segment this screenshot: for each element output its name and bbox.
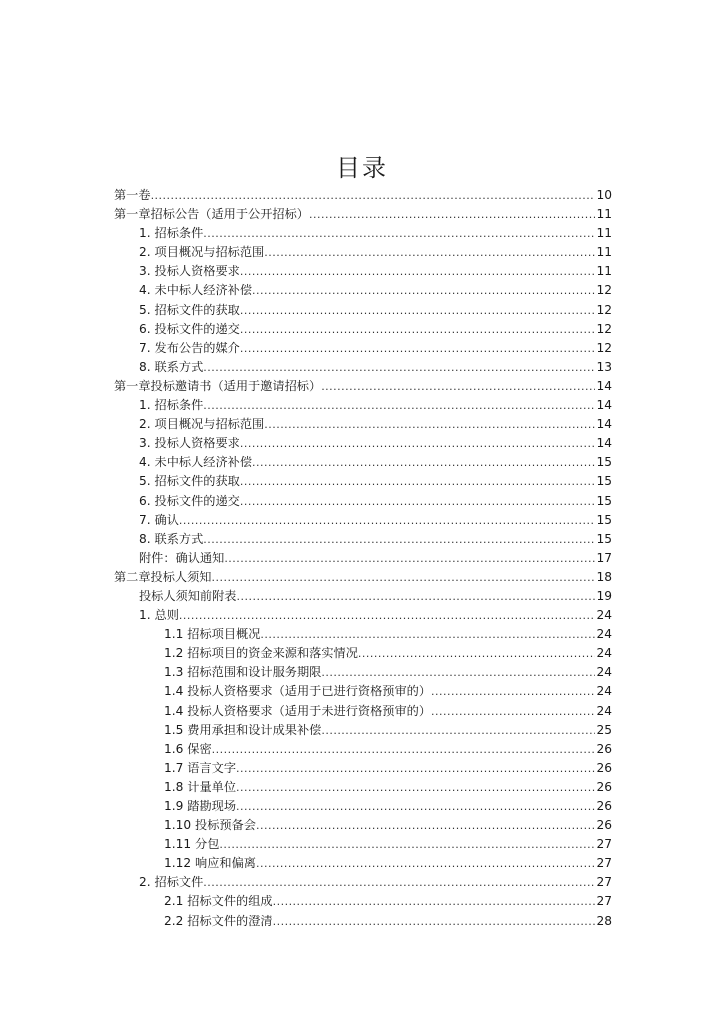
toc-entry[interactable] (114, 358, 612, 377)
toc-entry[interactable] (114, 644, 612, 663)
toc-entry[interactable] (114, 434, 612, 453)
toc-entry[interactable] (114, 873, 612, 892)
toc-entry[interactable] (114, 472, 612, 491)
dot-leader (236, 778, 595, 797)
toc-entry-page-number: 24 (596, 665, 612, 680)
toc-entry-label: 第一章招标公告（适用于公开招标） (114, 207, 309, 222)
toc-entry[interactable] (114, 243, 612, 262)
toc-entry-page-number: 14 (596, 378, 612, 393)
toc-entry-label: 6. 投标文件的递交 (139, 493, 240, 508)
toc-entry-page-number: 11 (596, 245, 612, 260)
dot-leader (252, 453, 595, 472)
toc-entry[interactable] (114, 759, 612, 778)
toc-entry-page-number: 15 (596, 512, 612, 527)
toc-entry-label: 1.12 响应和偏离 (164, 856, 256, 871)
toc-entry[interactable] (114, 797, 612, 816)
dot-leader (256, 854, 596, 873)
dot-leader (273, 892, 596, 911)
toc-entry-label: 2. 项目概况与招标范围 (139, 245, 265, 260)
toc-entry-page-number: 12 (596, 340, 612, 355)
toc-entry-label: 3. 投标人资格要求 (139, 264, 240, 279)
dot-leader (321, 377, 595, 396)
toc-entry-page-number: 18 (596, 569, 612, 584)
toc-entry[interactable] (114, 511, 612, 530)
toc-entry[interactable] (114, 702, 612, 721)
dot-leader (179, 606, 596, 625)
toc-entry[interactable] (114, 396, 612, 415)
dot-leader (256, 816, 596, 835)
dot-leader (203, 224, 595, 243)
toc-entry-label: 4. 未中标人经济补偿 (139, 455, 253, 470)
toc-entry[interactable] (114, 301, 612, 320)
dot-leader (431, 702, 595, 721)
toc-entry[interactable] (114, 721, 612, 740)
toc-entry[interactable] (114, 912, 612, 931)
toc-entry[interactable] (114, 854, 612, 873)
toc-entry-label: 2.2 招标文件的澄清 (164, 913, 273, 928)
toc-entry-page-number: 13 (596, 359, 612, 374)
dot-leader (240, 301, 596, 320)
dot-leader (260, 625, 595, 644)
toc-entry-label: 第一章投标邀请书（适用于邀请招标） (114, 378, 322, 393)
toc-entry[interactable] (114, 625, 612, 644)
dot-leader (252, 281, 595, 300)
toc-entry[interactable] (114, 568, 612, 587)
toc-entry[interactable] (114, 415, 612, 434)
toc-entry-label: 1.3 招标范围和设计服务期限 (164, 665, 322, 680)
toc-entry-page-number: 27 (596, 837, 612, 852)
toc-entry-label: 2.1 招标文件的组成 (164, 894, 273, 909)
toc-entry-label: 1. 招标条件 (139, 398, 204, 413)
dot-leader (203, 873, 595, 892)
toc-entry-page-number: 11 (596, 207, 612, 222)
toc-entry[interactable] (114, 224, 612, 243)
toc-entry-label: 6. 投标文件的递交 (139, 321, 240, 336)
dot-leader (240, 492, 596, 511)
dot-leader (264, 415, 595, 434)
toc-entry-page-number: 27 (596, 894, 612, 909)
toc-entry-page-number: 11 (596, 226, 612, 241)
dot-leader (219, 835, 595, 854)
dot-leader (179, 511, 596, 530)
toc-entry-label: 1.1 招标项目概况 (164, 627, 261, 642)
dot-leader (240, 434, 596, 453)
toc-entry[interactable] (114, 587, 612, 606)
toc-entry[interactable] (114, 549, 612, 568)
dot-leader (309, 205, 595, 224)
toc-entry-page-number: 26 (596, 779, 612, 794)
toc-entry-label: 1. 总则 (139, 608, 179, 623)
toc-entry-page-number: 24 (596, 703, 612, 718)
toc-entry-label: 1.2 招标项目的资金来源和落实情况 (164, 646, 358, 661)
toc-entry-page-number: 27 (596, 875, 612, 890)
dot-leader (203, 358, 595, 377)
toc-entry[interactable] (114, 663, 612, 682)
toc-entry-label: 投标人须知前附表 (139, 588, 237, 603)
toc-entry-page-number: 12 (596, 283, 612, 298)
toc-entry[interactable] (114, 835, 612, 854)
toc-entry-page-number: 10 (596, 188, 612, 202)
toc-entry-label: 1.6 保密 (164, 741, 212, 756)
table-of-contents (114, 186, 612, 931)
toc-entry-page-number: 27 (596, 856, 612, 871)
toc-entry-page-number: 26 (596, 760, 612, 775)
toc-entry-label: 1.7 语言文字 (164, 760, 237, 775)
toc-entry[interactable] (114, 892, 612, 911)
dot-leader (203, 530, 595, 549)
toc-entry-page-number: 15 (596, 493, 612, 508)
toc-entry[interactable] (114, 606, 612, 625)
toc-entry[interactable] (114, 682, 612, 701)
toc-entry[interactable] (114, 453, 612, 472)
dot-leader (236, 797, 595, 816)
toc-entry-label: 8. 联系方式 (139, 359, 204, 374)
toc-entry-label: 第一卷 (114, 188, 151, 202)
toc-entry-page-number: 25 (596, 722, 612, 737)
dot-leader (431, 682, 595, 701)
toc-entry-page-number: 28 (596, 913, 612, 928)
toc-entry-page-number: 11 (596, 264, 612, 279)
toc-entry[interactable] (114, 320, 612, 339)
toc-entry-label: 附件：确认通知 (139, 550, 225, 565)
toc-entry-page-number: 15 (596, 474, 612, 489)
dot-leader (237, 587, 596, 606)
toc-entry-page-number: 26 (596, 818, 612, 833)
toc-entry-page-number: 24 (596, 684, 612, 699)
dot-leader (240, 262, 596, 281)
dot-leader (321, 663, 595, 682)
toc-entry-label: 4. 未中标人经济补偿 (139, 283, 253, 298)
toc-entry-page-number: 14 (596, 398, 612, 413)
dot-leader (240, 339, 596, 358)
toc-entry[interactable] (114, 377, 612, 396)
toc-entry-label: 1. 招标条件 (139, 226, 204, 241)
toc-entry-page-number: 26 (596, 741, 612, 756)
toc-entry-label: 5. 招标文件的获取 (139, 474, 240, 489)
dot-leader (240, 320, 596, 339)
toc-entry[interactable] (114, 281, 612, 300)
toc-entry-label: 8. 联系方式 (139, 531, 204, 546)
toc-entry-page-number: 24 (596, 646, 612, 661)
toc-entry-label: 1.4 投标人资格要求（适用于已进行资格预审的） (164, 684, 432, 699)
toc-entry-page-number: 17 (596, 550, 612, 565)
toc-entry-label: 7. 发布公告的媒介 (139, 340, 240, 355)
toc-entry-page-number: 26 (596, 799, 612, 813)
dot-leader (236, 759, 595, 778)
toc-entry-label: 1.4 投标人资格要求（适用于未进行资格预审的） (164, 703, 432, 718)
toc-entry-page-number: 12 (596, 302, 612, 317)
toc-entry-label: 1.11 分包 (164, 837, 220, 852)
toc-entry-page-number: 15 (596, 455, 612, 470)
dot-leader (224, 549, 595, 568)
toc-entry-label: 3. 投标人资格要求 (139, 436, 240, 451)
toc-entry[interactable] (114, 740, 612, 759)
toc-entry-page-number: 14 (596, 417, 612, 432)
dot-leader (151, 186, 596, 205)
toc-entry-label: 1.8 计量单位 (164, 779, 237, 794)
dot-leader (212, 568, 596, 587)
dot-leader (212, 740, 596, 759)
toc-entry-page-number: 15 (596, 531, 612, 546)
toc-entry[interactable] (114, 339, 612, 358)
dot-leader (264, 243, 595, 262)
toc-entry-page-number: 24 (596, 608, 612, 623)
toc-entry-page-number: 14 (596, 436, 612, 451)
toc-entry-label: 1.5 费用承担和设计成果补偿 (164, 722, 322, 737)
dot-leader (358, 644, 596, 663)
toc-entry[interactable] (114, 530, 612, 549)
dot-leader (240, 472, 596, 491)
toc-entry[interactable] (114, 778, 612, 797)
toc-entry-page-number: 19 (596, 588, 612, 603)
toc-entry-label: 第二章投标人须知 (114, 569, 212, 584)
toc-entry-label: 5. 招标文件的获取 (139, 302, 240, 317)
toc-entry-label: 2. 项目概况与招标范围 (139, 417, 265, 432)
toc-entry[interactable] (114, 262, 612, 281)
toc-entry-label: 1.9 踏勘现场 (164, 799, 237, 813)
toc-entry[interactable] (114, 186, 612, 205)
page-title: 目录 (336, 154, 388, 182)
toc-entry-page-number: 12 (596, 321, 612, 336)
toc-entry[interactable] (114, 492, 612, 511)
toc-entry-label: 1.10 投标预备会 (164, 818, 256, 833)
dot-leader (203, 396, 595, 415)
toc-entry[interactable] (114, 205, 612, 224)
toc-entry-page-number: 24 (596, 627, 612, 642)
toc-entry[interactable] (114, 816, 612, 835)
toc-entry-label: 7. 确认 (139, 512, 179, 527)
dot-leader (321, 721, 595, 740)
dot-leader (273, 912, 596, 931)
toc-entry-label: 2. 招标文件 (139, 875, 204, 890)
